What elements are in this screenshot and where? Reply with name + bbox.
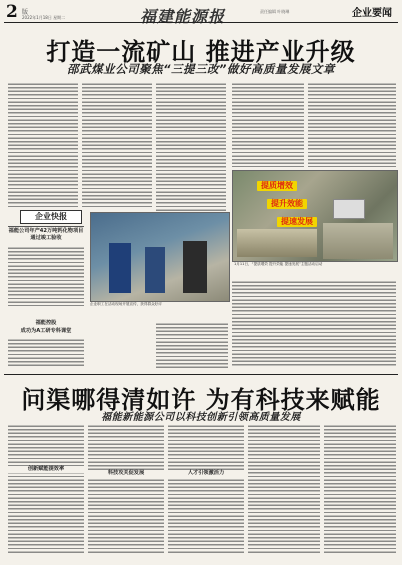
person-figure-3 [183, 241, 207, 293]
story-divider [4, 374, 398, 375]
story2-column-1 [8, 424, 84, 554]
person-figure-2 [145, 247, 165, 293]
story2-subhead-c: 人才引领激活力 [168, 470, 244, 477]
issue-date: 2022年1月18日 星期二 [22, 15, 66, 20]
story1-subhead: 邵武煤业公司聚焦“三提三改”做好高质量发展文章 [67, 62, 335, 76]
staff-photo [90, 212, 230, 302]
section-name: 企业要闻 [352, 8, 392, 19]
brief1-title: 福能公司年产42万吨钙化物项目通过竣工验收 [8, 228, 84, 241]
story1-column-4 [232, 82, 304, 167]
banner-line-3: 提速发展 [277, 217, 317, 227]
story2-headline: 问渠哪得清如许 为有科技来赋能 [21, 386, 381, 414]
banner-line-2: 提升效能 [267, 199, 307, 209]
story1-column-2 [82, 82, 152, 207]
header-rule [4, 22, 398, 23]
column-label: 企业快报 [20, 210, 82, 224]
story2-column-4 [248, 424, 320, 554]
brief1-body [8, 246, 84, 306]
story2-column-5 [324, 424, 396, 554]
story2-subhead: 福能新能源公司以科技创新引领高质量发展 [101, 412, 301, 423]
crowd-group-left [237, 229, 317, 257]
event-sign [333, 199, 365, 219]
paper-title: 福建能源报 [140, 7, 226, 26]
brief2-title: 福能控股 [35, 320, 57, 326]
story1-column-3b [156, 322, 228, 368]
event-photo [232, 170, 398, 262]
brief2-subtitle: 成功为A工研专科课堂 [20, 328, 72, 334]
story1-column-1 [8, 82, 78, 207]
story2-subhead-a: 创新赋能提效率 [8, 466, 84, 473]
crowd-group [323, 223, 393, 259]
story1-column-6 [232, 280, 396, 368]
editor-meta: 责任编辑 叶晓琳 [260, 9, 290, 14]
story2-subhead-b: 科技攻关促发展 [88, 470, 164, 477]
brief-rule [8, 226, 84, 227]
staff-photo-caption: 企业职工在活动现场开展宣传，获得群众好评 [90, 302, 162, 306]
story2-column-3 [168, 424, 244, 554]
story1-column-5 [308, 82, 396, 167]
story2-column-2 [88, 424, 164, 554]
brief2-body [8, 338, 84, 366]
page-number: 2 [6, 2, 18, 22]
banner-line-1: 提质增效 [257, 181, 297, 191]
story1-headline: 打造一流矿山 推进产业升级 [46, 38, 356, 66]
person-figure [109, 243, 131, 293]
event-photo-caption: 1月11日，“提质增效 提升效能 提速发展”主题活动启动 [234, 262, 323, 266]
page-suffix: 版 [22, 9, 29, 16]
